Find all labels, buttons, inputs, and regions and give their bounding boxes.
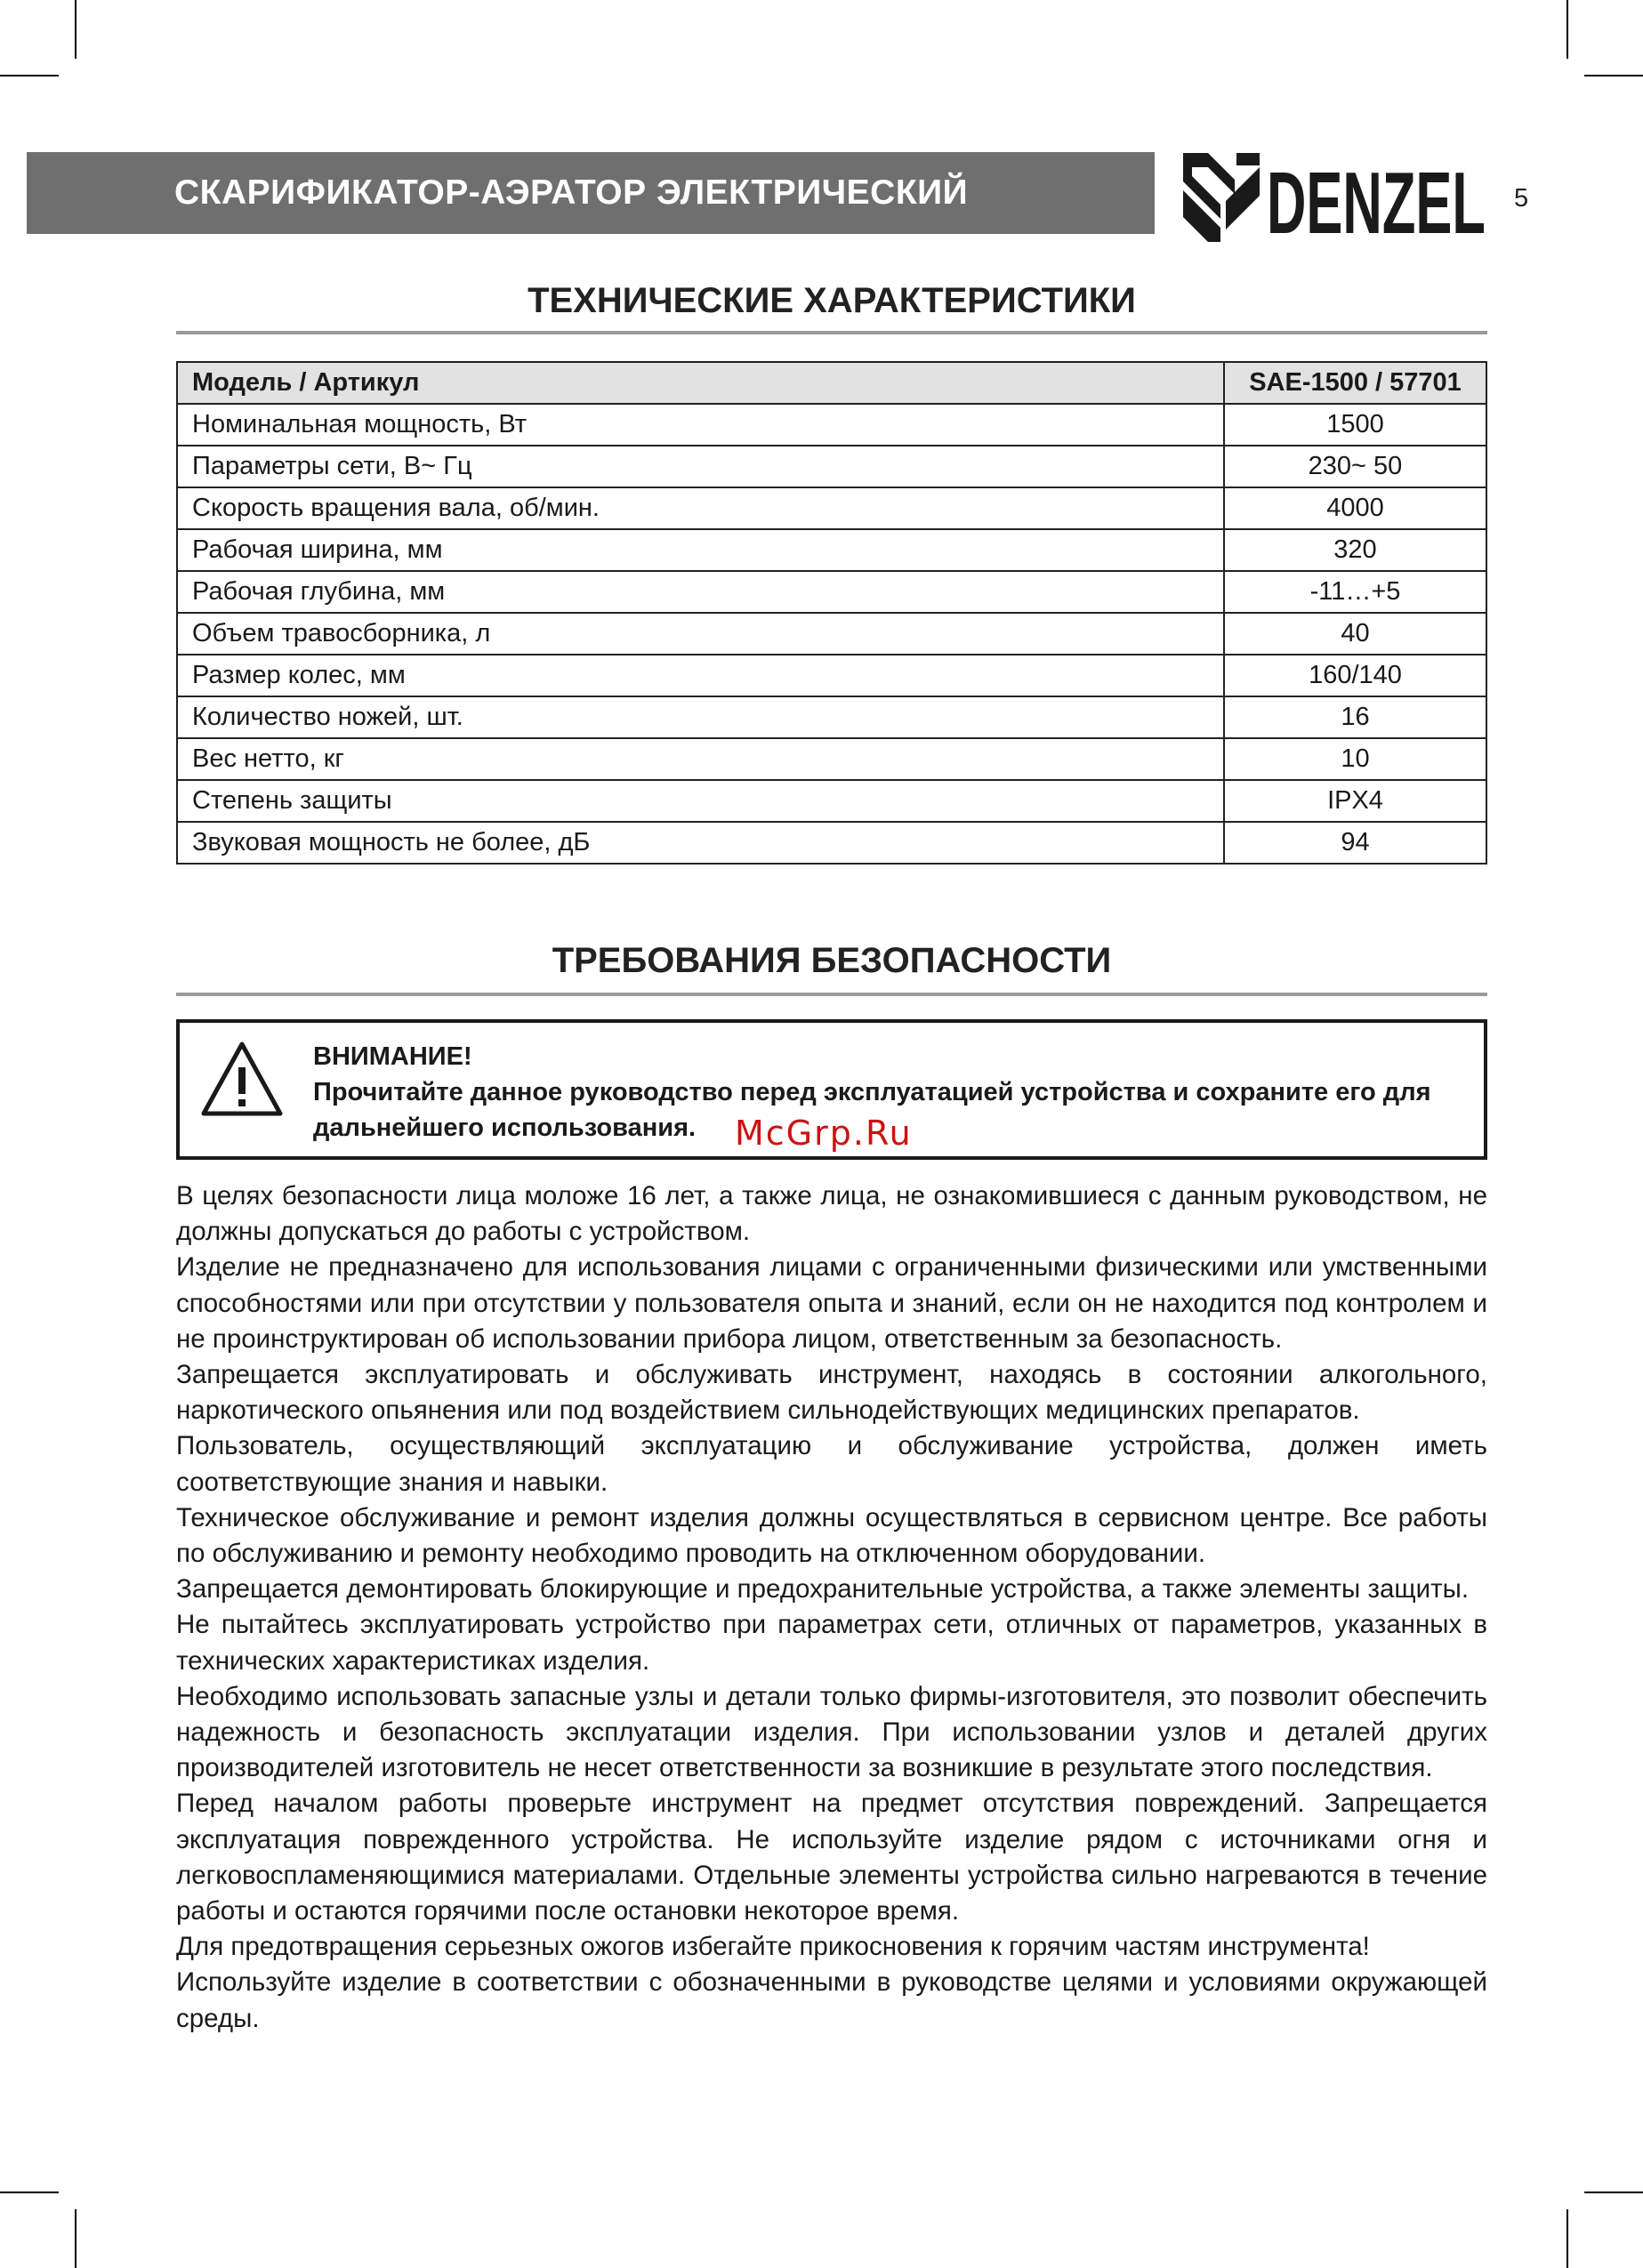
spec-value: 320 [1224, 529, 1486, 571]
paragraph: Не пытайтесь эксплуатировать устройство при параметрах сети, отличных от параметров, указанных в технических характеристиках изделия. [176, 1610, 1487, 1676]
spec-label: Степень защиты [177, 780, 1224, 822]
safety-text [176, 1178, 1487, 2037]
spec-label: Размер колес, мм [177, 655, 1224, 696]
page-number: 5 [1514, 184, 1529, 213]
table-row [177, 404, 1486, 446]
crop-mark [1566, 2209, 1568, 2268]
specs-section-title: ТЕХНИЧЕСКИЕ ХАРАКТЕРИСТИКИ [528, 281, 1136, 320]
table-row [177, 571, 1486, 613]
crop-mark [1584, 75, 1643, 76]
crop-mark [1566, 0, 1568, 59]
spec-value: 16 [1224, 696, 1486, 738]
crop-mark [1584, 2192, 1643, 2193]
spec-value: 230~ 50 [1224, 446, 1486, 487]
spec-value: 160/140 [1224, 655, 1486, 696]
spec-value: 94 [1224, 822, 1486, 864]
spec-label: Объем травосборника, л [177, 613, 1224, 655]
table-row [177, 780, 1486, 822]
header-bar [27, 152, 1155, 234]
spec-label: Параметры сети, В~ Гц [177, 446, 1224, 487]
warning-heading: ВНИМАНИЕ! [313, 1042, 472, 1071]
crop-mark [75, 0, 77, 59]
divider [176, 993, 1487, 996]
spec-label: Рабочая глубина, мм [177, 571, 1224, 613]
watermark: McGrp.Ru [735, 1114, 913, 1153]
svg-text:DENZEL: DENZEL [1267, 154, 1486, 244]
paragraph: Запрещается эксплуатировать и обслуживать инструмент, находясь в состоянии алкогольного, наркотического опьянения или под воздействием сильнодействующих медицинских препаратов. [176, 1360, 1487, 1426]
spec-value: IPX4 [1224, 780, 1486, 822]
paragraph: Запрещается демонтировать блокирующие и предохранительные устройства, а также элементы защиты. [176, 1574, 1470, 1604]
specs-table [176, 361, 1487, 865]
paragraph: Изделие не предназначено для использования лицами с ограниченными физическими или умственными способностями или при отсутствии у пользователя опыта и знаний, если он не находится под контролем и не проинструктирован об использовании прибора лицом, ответственным за безопасность. [176, 1252, 1487, 1354]
table-row [177, 487, 1486, 529]
spec-label: Звуковая мощность не более, дБ [177, 822, 1224, 864]
table-row [177, 613, 1486, 655]
paragraph: Пользователь, осуществляющий эксплуатацию и обслуживание устройства, должен иметь соответствующие знания и навыки. [176, 1431, 1487, 1497]
crop-mark [75, 2209, 77, 2268]
warning-triangle-icon [199, 1039, 285, 1119]
spec-label: Вес нетто, кг [177, 738, 1224, 780]
spec-label: Рабочая ширина, мм [177, 529, 1224, 571]
table-row [177, 738, 1486, 780]
spec-value: -11…+5 [1224, 571, 1486, 613]
spec-label: Скорость вращения вала, об/мин. [177, 487, 1224, 529]
spec-label: Количество ножей, шт. [177, 696, 1224, 738]
table-row [177, 696, 1486, 738]
table-header-row [177, 362, 1486, 404]
safety-section-title: ТРЕБОВАНИЯ БЕЗОПАСНОСТИ [552, 941, 1112, 980]
divider [176, 331, 1487, 334]
paragraph: В целях безопасности лица моложе 16 лет, а также лица, не ознакомившиеся с данным руководством, не должны допускаться до работы с устройством. [176, 1181, 1487, 1247]
document-title: СКАРИФИКАТОР-АЭРАТОР ЭЛЕКТРИЧЕСКИЙ [174, 173, 969, 212]
crop-mark [0, 2192, 59, 2193]
paragraph: Техническое обслуживание и ремонт изделия должны осуществляться в сервисном центре. Все работы по обслуживанию и ремонту необходимо проводить на отключенном оборудовании. [176, 1502, 1487, 1569]
table-row [177, 446, 1486, 487]
paragraph: Перед началом работы проверьте инструмент на предмет отсутствия повреждений. Запрещается эксплуатация поврежденного устройства. Не используйте изделие рядом с источниками огня и легковоспламеняющимися материалами. Отдельные элементы устройства сильно нагреваются в течение работы и остаются горячими после остановки некоторое время. [176, 1789, 1487, 1926]
table-row [177, 529, 1486, 571]
spec-value: 10 [1224, 738, 1486, 780]
spec-value: 1500 [1224, 404, 1486, 446]
column-header: Модель / Артикул [177, 362, 1224, 404]
denzel-logo [1181, 151, 1489, 244]
paragraph: Для предотвращения серьезных ожогов избегайте прикосновения к горячим частям инструмента! [176, 1932, 1370, 1962]
column-header: SAE-1500 / 57701 [1224, 362, 1486, 404]
spec-value: 40 [1224, 613, 1486, 655]
table-row [177, 822, 1486, 864]
paragraph: Необходимо использовать запасные узлы и детали только фирмы-изготовителя, это позволит обеспечить надежность и безопасность эксплуатации изделия. При использовании узлов и деталей других производителей изготовитель не несет ответственности за возникшие в результате этого последствия. [176, 1681, 1487, 1783]
spec-value: 4000 [1224, 487, 1486, 529]
warning-message: Прочитайте данное руководство перед эксплуатацией устройства и сохраните его для дальнейшего использования. [313, 1078, 1431, 1142]
spec-label: Номинальная мощность, Вт [177, 404, 1224, 446]
crop-mark [0, 75, 59, 76]
paragraph: Используйте изделие в соответствии с обозначенными в руководстве целями и условиями окружающей среды. [176, 1967, 1487, 2033]
table-row [177, 655, 1486, 696]
